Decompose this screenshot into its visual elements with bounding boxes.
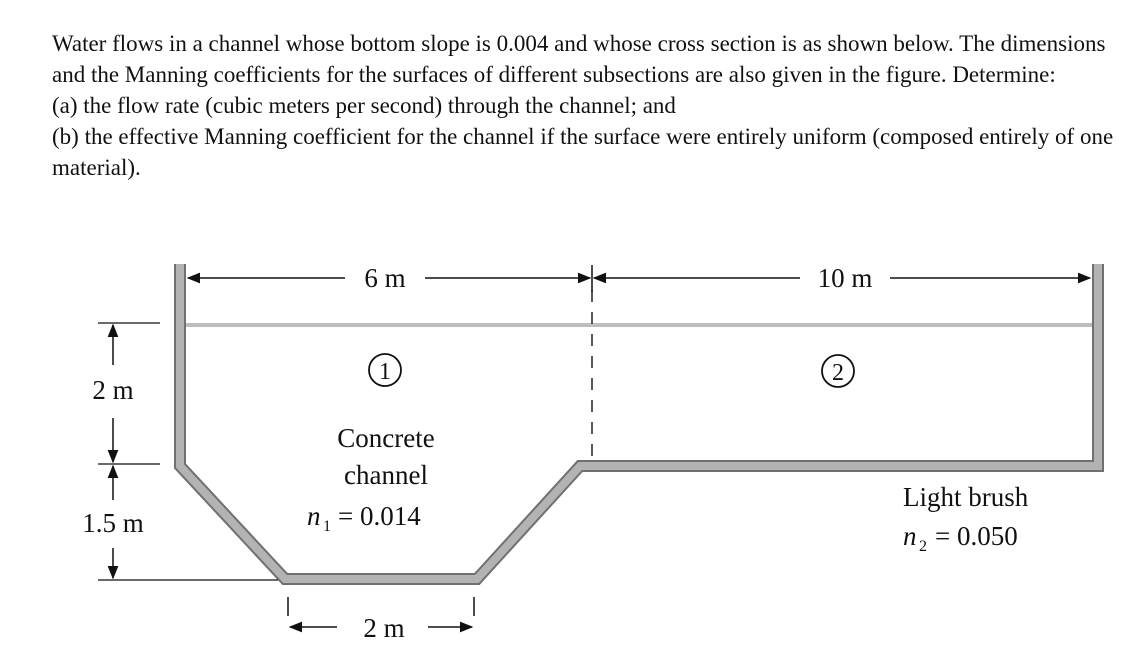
n1-subscript: 1 xyxy=(323,518,331,535)
n1-symbol: n xyxy=(307,501,321,531)
brush-label: Light brush xyxy=(903,482,1029,512)
dim-label-6m: 6 m xyxy=(364,263,406,293)
problem-intro: Water flows in a channel whose bottom slope is 0.004 and whose cross section is as shown below. The dimensions and the Manning coefficients for the surfaces of different subsections are also given in the figure. Determine: xyxy=(52,31,1106,87)
section-2-number: 2 xyxy=(832,360,844,386)
dim-label-2m-vertical: 2 m xyxy=(92,375,134,405)
n2-value: = 0.050 xyxy=(935,521,1018,551)
manning-n1 xyxy=(307,501,421,535)
problem-part-a: (a) the flow rate (cubic meters per second) through the channel; and xyxy=(52,93,676,118)
section-1-number: 1 xyxy=(379,359,391,385)
n1-value: = 0.014 xyxy=(338,501,421,531)
problem-part-b: (b) the effective Manning coefficient for the channel if the surface were entirely uniform (composed entirely of one material). xyxy=(52,124,1114,180)
concrete-label-line2: channel xyxy=(344,460,428,490)
dim-label-bottom-2m: 2 m xyxy=(363,613,405,643)
n2-symbol: n xyxy=(903,521,917,551)
dim-label-1p5m: 1.5 m xyxy=(82,508,144,538)
manning-n2 xyxy=(903,521,1018,555)
dim-label-10m: 10 m xyxy=(817,263,873,293)
n2-subscript: 2 xyxy=(919,538,927,555)
concrete-label-line1: Concrete xyxy=(337,423,435,453)
